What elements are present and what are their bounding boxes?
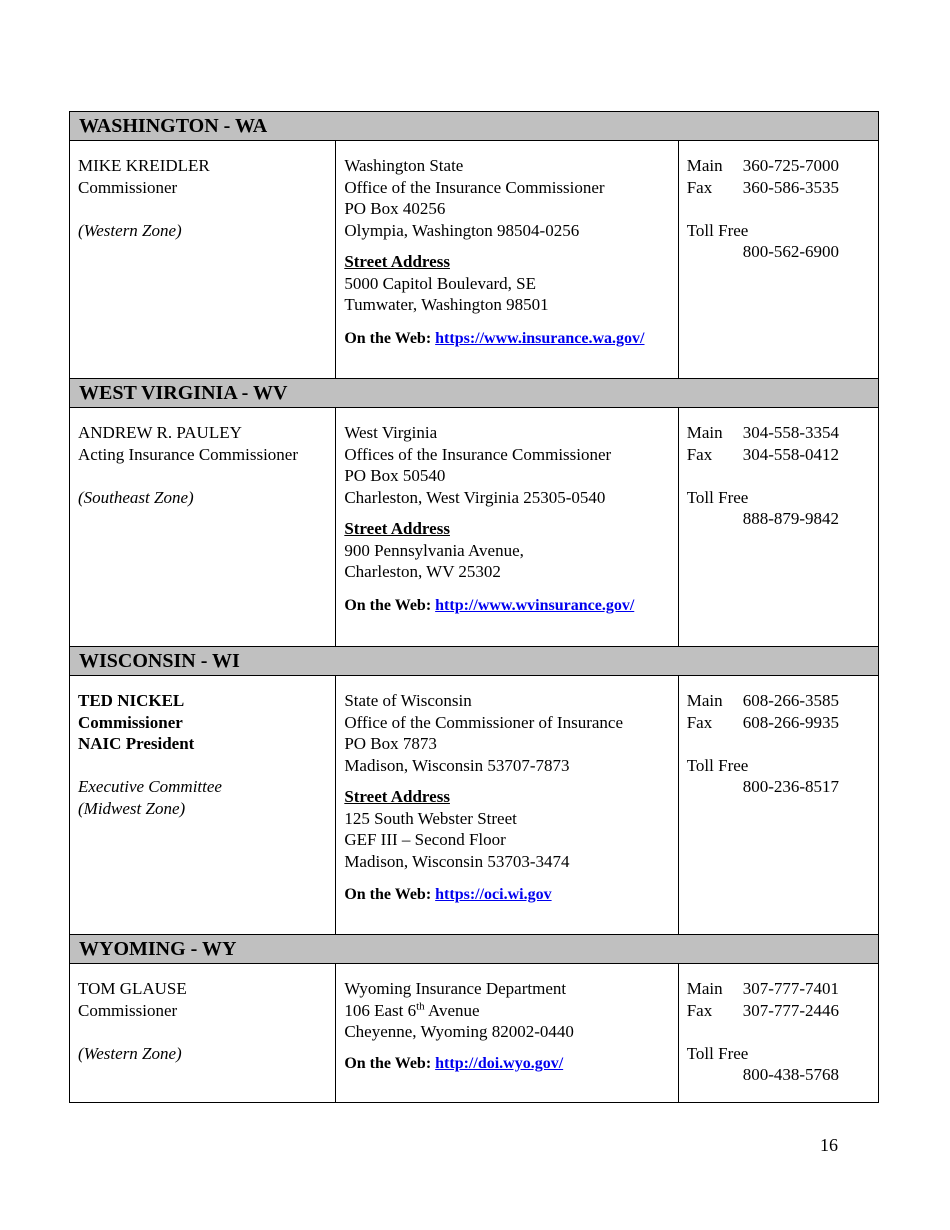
state-row-west-virginia bbox=[70, 408, 879, 647]
toll-free-label: Toll Free bbox=[686, 755, 749, 775]
street-line: 125 South Webster Street bbox=[344, 808, 517, 828]
directory-table bbox=[69, 111, 879, 1103]
state-row-wisconsin bbox=[70, 676, 879, 935]
mail-line: PO Box 7873 bbox=[344, 734, 437, 753]
toll-free-number: 800-438-5768 bbox=[742, 1065, 840, 1084]
state-row-wyoming bbox=[70, 964, 879, 1103]
fax-number: Fax 304-558-0412 bbox=[686, 444, 840, 464]
street-line: Tumwater, Washington 98501 bbox=[344, 295, 549, 314]
commissioner-name: MIKE KREIDLER bbox=[78, 156, 210, 175]
state-row-washington bbox=[70, 141, 879, 379]
address-cell bbox=[336, 408, 678, 647]
street-line: 5000 Capitol Boulevard, SE bbox=[344, 273, 537, 293]
street-address-heading: Street Address bbox=[344, 519, 450, 538]
mail-line: Charleston, West Virginia 25305-0540 bbox=[344, 487, 606, 507]
toll-free-label: Toll Free bbox=[686, 220, 749, 240]
phone-cell bbox=[678, 408, 878, 647]
street-address-heading: Street Address bbox=[344, 252, 450, 271]
commissioner-cell bbox=[70, 408, 336, 647]
website-link[interactable]: http://www.wvinsurance.gov/ bbox=[435, 596, 635, 614]
street-address-heading: Street Address bbox=[344, 787, 450, 806]
commissioner-name: ANDREW R. PAULEY bbox=[78, 423, 242, 442]
main-phone: Main 307-777-7401 bbox=[686, 979, 840, 998]
mail-line: Washington State bbox=[344, 156, 464, 175]
address-cell bbox=[336, 141, 678, 379]
web-line: On the Web: http://www.wvinsurance.gov/ bbox=[344, 596, 635, 614]
state-header-wisconsin: WISCONSIN - WI bbox=[70, 647, 879, 676]
mail-line: Madison, Wisconsin 53707-7873 bbox=[344, 755, 570, 775]
commissioner-title: Commissioner bbox=[78, 1000, 178, 1020]
street-line: Charleston, WV 25302 bbox=[344, 562, 501, 581]
mail-line: Cheyenne, Wyoming 82002-0440 bbox=[344, 1022, 574, 1041]
main-phone: Main 360-725-7000 bbox=[686, 156, 840, 175]
phone-cell bbox=[678, 964, 878, 1103]
state-header-wyoming: WYOMING - WY bbox=[70, 935, 879, 964]
commissioner-cell bbox=[70, 676, 336, 935]
mail-line: 106 East 6th Avenue bbox=[344, 999, 480, 1020]
toll-free-label: Toll Free bbox=[686, 1043, 749, 1063]
fax-number: Fax 307-777-2446 bbox=[686, 1000, 840, 1020]
web-line: On the Web: http://doi.wyo.gov/ bbox=[344, 1054, 564, 1072]
state-header-west-virginia: WEST VIRGINIA - WV bbox=[70, 379, 879, 408]
commissioner-name: TOM GLAUSE bbox=[78, 979, 187, 998]
street-line: Madison, Wisconsin 53703-3474 bbox=[344, 851, 570, 871]
commissioner-title: Acting Insurance Commissioner bbox=[78, 444, 299, 464]
website-link[interactable]: https://www.insurance.wa.gov/ bbox=[435, 329, 645, 347]
mail-line: Office of the Insurance Commissioner bbox=[344, 177, 605, 197]
mail-line: State of Wisconsin bbox=[344, 691, 472, 710]
toll-free-number: 800-562-6900 bbox=[742, 242, 840, 261]
commissioner-role: NAIC President bbox=[78, 734, 195, 753]
mail-line: Wyoming Insurance Department bbox=[344, 979, 567, 998]
main-phone: Main 608-266-3585 bbox=[686, 691, 840, 710]
fax-number: Fax 608-266-9935 bbox=[686, 712, 840, 732]
web-line: On the Web: https://www.insurance.wa.gov/ bbox=[344, 329, 645, 347]
zone: (Midwest Zone) bbox=[78, 798, 186, 818]
website-link[interactable]: http://doi.wyo.gov/ bbox=[435, 1054, 564, 1072]
toll-free-label: Toll Free bbox=[686, 487, 749, 507]
mail-line: West Virginia bbox=[344, 423, 438, 442]
fax-number: Fax 360-586-3535 bbox=[686, 177, 840, 197]
web-line: On the Web: https://oci.wi.gov bbox=[344, 886, 552, 903]
address-cell bbox=[336, 964, 678, 1103]
state-header-washington: WASHINGTON - WA bbox=[70, 112, 879, 141]
website-link[interactable]: https://oci.wi.gov bbox=[435, 886, 552, 903]
zone: (Western Zone) bbox=[78, 1043, 182, 1063]
zone: (Western Zone) bbox=[78, 220, 182, 240]
commissioner-title: Commissioner bbox=[78, 177, 178, 197]
phone-cell bbox=[678, 676, 878, 935]
mail-line: Offices of the Insurance Commissioner bbox=[344, 444, 612, 464]
phone-cell bbox=[678, 141, 878, 379]
commissioner-name: TED NICKEL bbox=[78, 691, 185, 710]
toll-free-number: 888-879-9842 bbox=[742, 509, 840, 528]
address-cell bbox=[336, 676, 678, 935]
mail-line: PO Box 40256 bbox=[344, 199, 446, 218]
commissioner-cell bbox=[70, 141, 336, 379]
toll-free-number: 800-236-8517 bbox=[742, 777, 840, 796]
mail-line: PO Box 50540 bbox=[344, 466, 446, 485]
commissioner-cell bbox=[70, 964, 336, 1103]
main-phone: Main 304-558-3354 bbox=[686, 423, 840, 442]
mail-line: Office of the Commissioner of Insurance bbox=[344, 712, 624, 732]
page-number: 16 bbox=[820, 1135, 838, 1155]
committee: Executive Committee bbox=[78, 777, 222, 796]
street-line: 900 Pennsylvania Avenue, bbox=[344, 540, 524, 560]
mail-line: Olympia, Washington 98504-0256 bbox=[344, 220, 580, 240]
street-line: GEF III – Second Floor bbox=[344, 830, 506, 849]
commissioner-title: Commissioner bbox=[78, 712, 183, 732]
zone: (Southeast Zone) bbox=[78, 487, 194, 507]
